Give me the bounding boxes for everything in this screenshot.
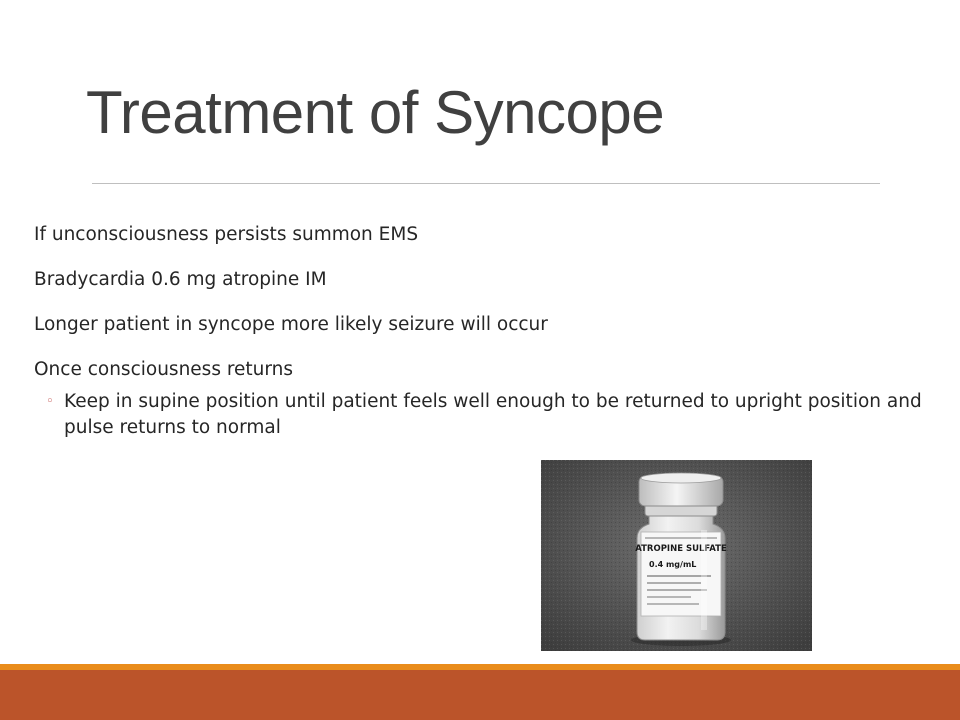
bullet-text: If unconsciousness persists summon EMS: [34, 224, 419, 245]
bullet-text: Bradycardia 0.6 mg atropine IM: [34, 269, 327, 290]
bullet-item: [34, 312, 934, 338]
bullet-text: Once consciousness returns: [34, 359, 294, 380]
sub-bullet-item: [34, 389, 934, 441]
slide-title: Treatment of Syncope: [86, 79, 665, 146]
title-divider: [92, 183, 880, 184]
bullet-item: [34, 267, 934, 293]
bullet-item: [34, 357, 934, 441]
vial-label-strength: 0.4 mg/mL: [649, 560, 697, 569]
vial-label-drug: ATROPINE SULFATE: [635, 544, 727, 554]
atropine-vial-photo: [541, 460, 812, 651]
bullet-item: [34, 222, 934, 248]
footer-band: [0, 670, 960, 720]
hollow-bullet-icon: ◦: [46, 394, 54, 409]
bullet-list: [34, 222, 934, 441]
bullet-text: Longer patient in syncope more likely seizure will occur: [34, 314, 548, 335]
sub-bullet-list: [34, 389, 934, 441]
sub-bullet-text: Keep in supine position until patient feels well enough to be returned to upright position and pulse returns to normal: [64, 391, 922, 438]
